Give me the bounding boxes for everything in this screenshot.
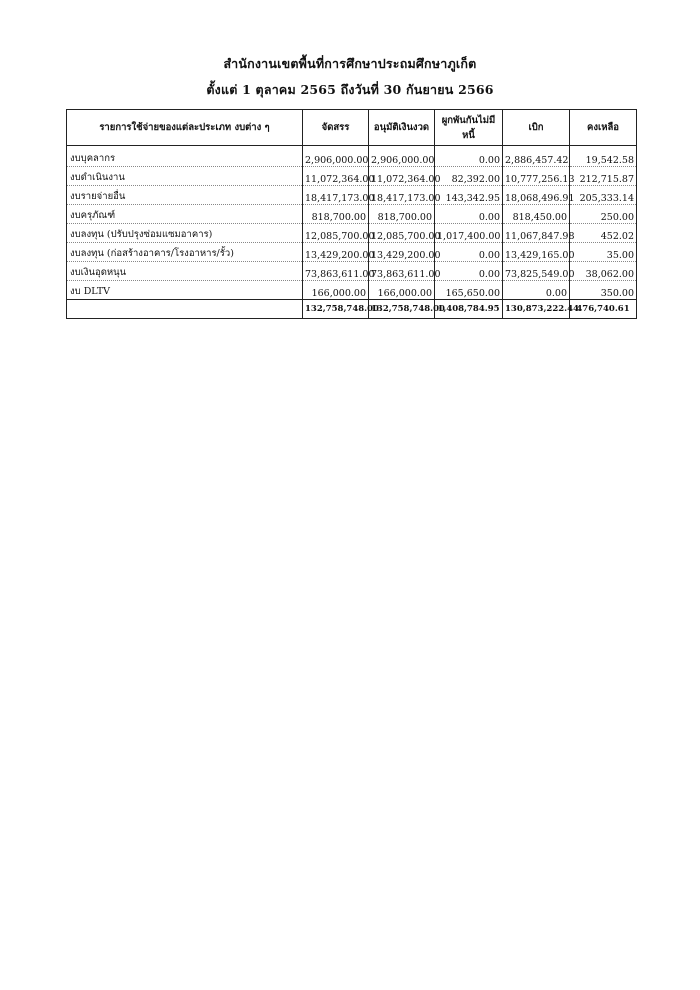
cell-allocated: 13,429,200.00	[303, 243, 369, 262]
cell-remaining: 212,715.87	[570, 167, 637, 186]
budget-table	[66, 109, 637, 319]
table-row	[67, 205, 637, 224]
col-header-committed: ผูกพันกันไม่มีหนี้	[435, 110, 503, 146]
total-disbursed: 130,873,222.44	[503, 300, 570, 319]
cell-allocated: 166,000.00	[303, 281, 369, 300]
total-remaining: 476,740.61	[570, 300, 637, 319]
cell-allocated: 18,417,173.00	[303, 186, 369, 205]
col-header-approved: อนุมัติเงินงวด	[369, 110, 435, 146]
total-allocated: 132,758,748.00	[303, 300, 369, 319]
total-committed: 1,408,784.95	[435, 300, 503, 319]
cell-allocated: 2,906,000.00	[303, 148, 369, 167]
table-row	[67, 262, 637, 281]
cell-approved: 13,429,200.00	[369, 243, 435, 262]
cell-remaining: 35.00	[570, 243, 637, 262]
cell-remaining: 205,333.14	[570, 186, 637, 205]
total-approved: 132,758,748.00	[369, 300, 435, 319]
cell-disbursed: 2,886,457.42	[503, 148, 570, 167]
cell-remaining: 19,542.58	[570, 148, 637, 167]
cell-disbursed: 10,777,256.13	[503, 167, 570, 186]
table-row	[67, 281, 637, 300]
cell-approved: 73,863,611.00	[369, 262, 435, 281]
office-title: สำนักงานเขตพื้นที่การศึกษาประถมศึกษาภูเก็ต	[223, 56, 477, 71]
table-row	[67, 186, 637, 205]
cell-committed: 0.00	[435, 148, 503, 167]
row-label: งบครุภัณฑ์	[67, 205, 303, 224]
cell-approved: 818,700.00	[369, 205, 435, 224]
cell-disbursed: 13,429,165.00	[503, 243, 570, 262]
cell-approved: 18,417,173.00	[369, 186, 435, 205]
cell-committed: 82,392.00	[435, 167, 503, 186]
cell-remaining: 250.00	[570, 205, 637, 224]
col-header-item: รายการใช้จ่ายของแต่ละประเภท งบต่าง ๆ	[67, 110, 303, 146]
budget-table-body	[67, 146, 637, 319]
table-row	[67, 224, 637, 243]
totals-label	[67, 300, 303, 319]
row-label: งบลงทุน (ก่อสร้างอาคาร/โรงอาหาร/รั้ว)	[67, 243, 303, 262]
cell-committed: 0.00	[435, 205, 503, 224]
cell-disbursed: 11,067,847.98	[503, 224, 570, 243]
row-label: งบดำเนินงาน	[67, 167, 303, 186]
cell-committed: 165,650.00	[435, 281, 503, 300]
cell-approved: 166,000.00	[369, 281, 435, 300]
cell-committed: 143,342.95	[435, 186, 503, 205]
cell-remaining: 350.00	[570, 281, 637, 300]
budget-table-header	[67, 110, 637, 146]
row-label: งบลงทุน (ปรับปรุงซ่อมแซมอาคาร)	[67, 224, 303, 243]
cell-disbursed: 818,450.00	[503, 205, 570, 224]
cell-allocated: 73,863,611.00	[303, 262, 369, 281]
cell-committed: 0.00	[435, 262, 503, 281]
cell-approved: 12,085,700.00	[369, 224, 435, 243]
cell-committed: 1,017,400.00	[435, 224, 503, 243]
table-row	[67, 148, 637, 167]
cell-remaining: 38,062.00	[570, 262, 637, 281]
cell-allocated: 11,072,364.00	[303, 167, 369, 186]
cell-disbursed: 18,068,496.91	[503, 186, 570, 205]
table-row	[67, 167, 637, 186]
cell-allocated: 12,085,700.00	[303, 224, 369, 243]
cell-disbursed: 0.00	[503, 281, 570, 300]
cell-approved: 2,906,000.00	[369, 148, 435, 167]
cell-approved: 11,072,364.00	[369, 167, 435, 186]
col-header-disbursed: เบิก	[503, 110, 570, 146]
row-label: งบรายจ่ายอื่น	[67, 186, 303, 205]
cell-committed: 0.00	[435, 243, 503, 262]
totals-row	[67, 300, 637, 319]
col-header-remaining: คงเหลือ	[570, 110, 637, 146]
cell-remaining: 452.02	[570, 224, 637, 243]
cell-allocated: 818,700.00	[303, 205, 369, 224]
table-row	[67, 243, 637, 262]
cell-disbursed: 73,825,549.00	[503, 262, 570, 281]
period-subtitle: ตั้งแต่ 1 ตุลาคม 2565 ถึงวันที่ 30 กันยายน 2566	[206, 82, 494, 97]
row-label: งบ DLTV	[67, 281, 303, 300]
col-header-allocated: จัดสรร	[303, 110, 369, 146]
row-label: งบเงินอุดหนุน	[67, 262, 303, 281]
row-label: งบบุคลากร	[67, 148, 303, 167]
